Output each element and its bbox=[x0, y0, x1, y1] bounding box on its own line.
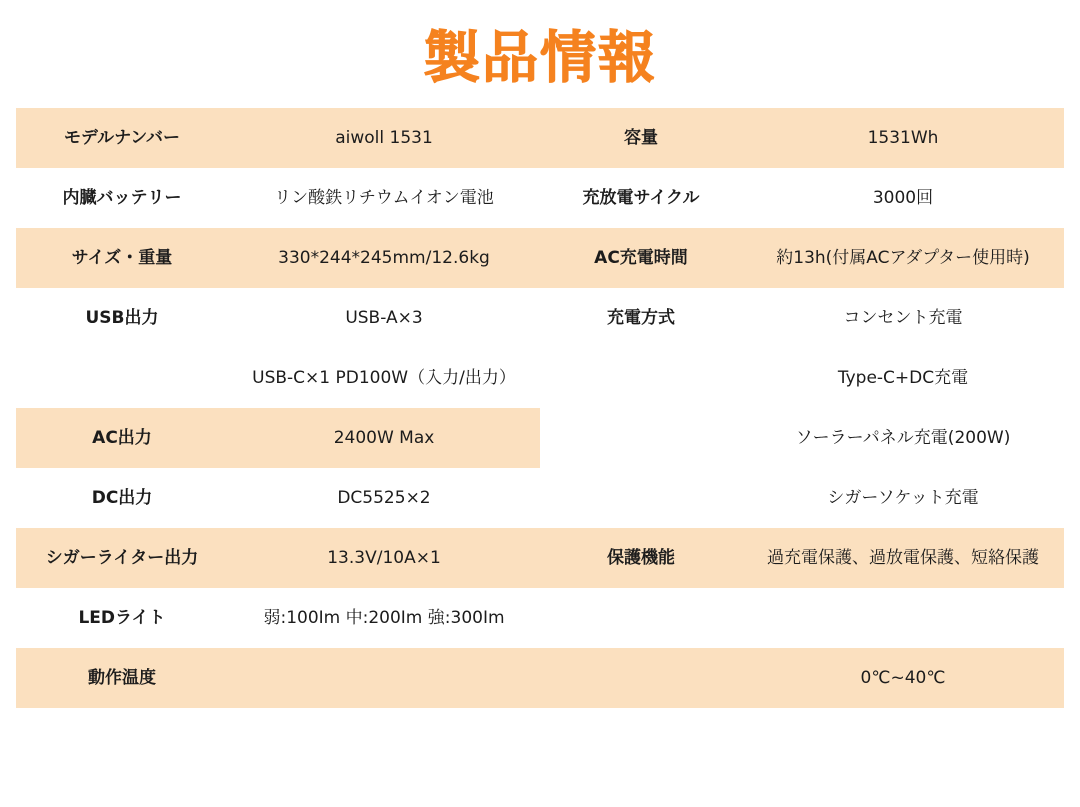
spec-label: USB出力 bbox=[16, 288, 228, 348]
spec-value: 330*244*245mm/12.6kg bbox=[228, 228, 540, 288]
spec-label: 動作温度 bbox=[16, 648, 228, 708]
spec-label: LEDライト bbox=[16, 588, 228, 648]
table-row bbox=[16, 288, 1064, 348]
spec-label: モデルナンバー bbox=[16, 108, 228, 168]
table-row bbox=[16, 588, 1064, 648]
spec-value: 2400W Max bbox=[228, 408, 540, 468]
spec-label bbox=[540, 408, 742, 468]
table-row bbox=[16, 228, 1064, 288]
table-row bbox=[16, 648, 1064, 708]
spec-value bbox=[742, 588, 1064, 648]
spec-label: 充電方式 bbox=[540, 288, 742, 348]
spec-label: シガーライター出力 bbox=[16, 528, 228, 588]
spec-label bbox=[540, 468, 742, 528]
spec-value: USB-A×3 bbox=[228, 288, 540, 348]
spec-value: DC5525×2 bbox=[228, 468, 540, 528]
spec-value: 約13h(付属ACアダプター使用時) bbox=[742, 228, 1064, 288]
spec-label: AC充電時間 bbox=[540, 228, 742, 288]
spec-value: 3000回 bbox=[742, 168, 1064, 228]
spec-table bbox=[16, 108, 1064, 708]
spec-label: 内臓バッテリー bbox=[16, 168, 228, 228]
spec-value: ソーラーパネル充電(200W) bbox=[795, 427, 1011, 448]
spec-value: 1531Wh bbox=[742, 108, 1064, 168]
spec-value: 13.3V/10A×1 bbox=[228, 528, 540, 588]
table-row bbox=[16, 468, 1064, 528]
spec-label: 容量 bbox=[540, 108, 742, 168]
page-title: 製品情報 bbox=[424, 26, 656, 91]
spec-value: コンセント充電 bbox=[742, 288, 1064, 348]
spec-value: 過充電保護、過放電保護、短絡保護 bbox=[742, 528, 1064, 588]
spec-value: リン酸鉄リチウムイオン電池 bbox=[228, 168, 540, 228]
spec-label bbox=[540, 648, 742, 708]
spec-label: AC出力 bbox=[16, 408, 228, 468]
table-row bbox=[16, 528, 1064, 588]
spec-label: サイズ・重量 bbox=[16, 228, 228, 288]
spec-value: シガーソケット充電 bbox=[742, 468, 1064, 528]
spec-label bbox=[16, 348, 228, 408]
table-row bbox=[16, 348, 1064, 408]
spec-label bbox=[540, 348, 742, 408]
spec-label bbox=[540, 588, 742, 648]
spec-label: 保護機能 bbox=[540, 528, 742, 588]
spec-value: 弱:100Im 中:200Im 強:300Im bbox=[228, 588, 540, 648]
spec-value: aiwoll 1531 bbox=[228, 108, 540, 168]
table-row bbox=[16, 168, 1064, 228]
spec-value: Type-C+DC充電 bbox=[742, 348, 1064, 408]
table-row bbox=[16, 408, 1064, 468]
spec-value: USB-C×1 PD100W（入力/出力） bbox=[228, 348, 540, 408]
spec-value bbox=[228, 648, 540, 708]
spec-label: DC出力 bbox=[16, 468, 228, 528]
table-row bbox=[16, 108, 1064, 168]
spec-label: 充放電サイクル bbox=[540, 168, 742, 228]
spec-value: 0℃~40℃ bbox=[742, 648, 1064, 708]
